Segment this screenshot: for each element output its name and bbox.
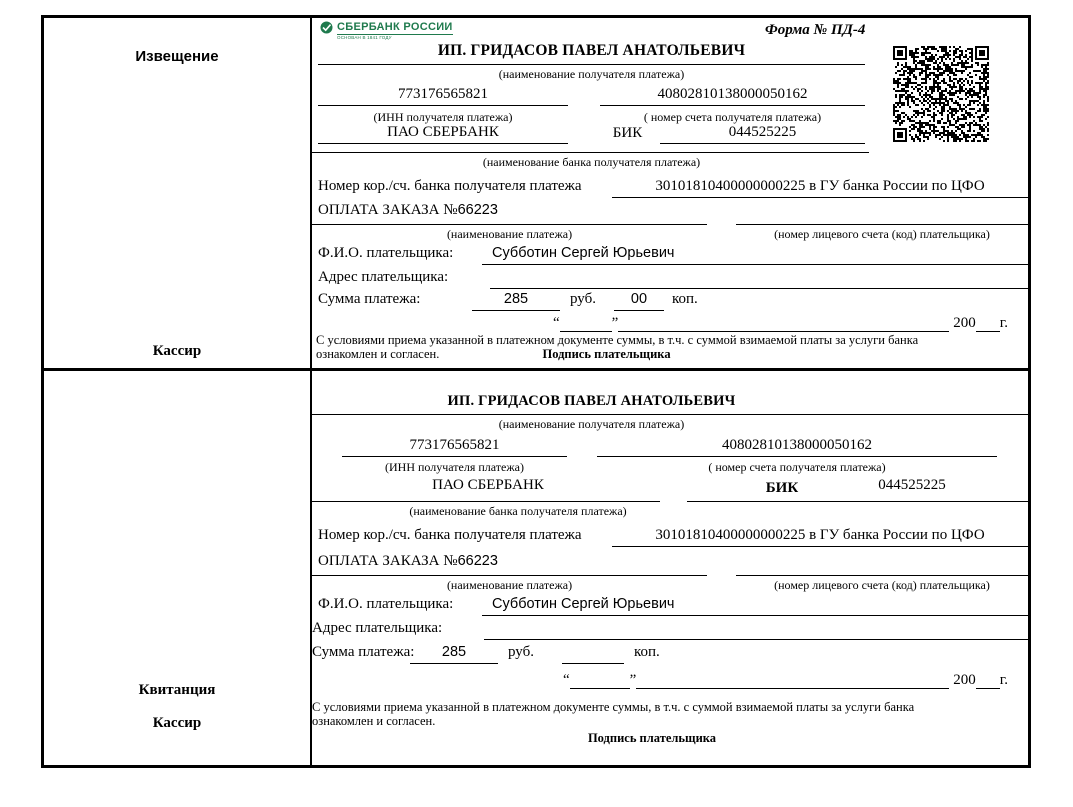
payment-caption: (наименование платежа) [446,227,573,241]
amount-kop-value: 00 [614,289,664,311]
bank-caption: (наименование банка получателя платежа) [482,155,701,169]
notice-section [44,18,1028,368]
payment-line [312,575,707,576]
amount-kop-value [562,642,624,664]
terms-line-2: ознакомлен и согласен. [312,713,436,728]
terms-text [312,701,992,728]
payer-name-label: Ф.И.О. плательщика: [318,245,454,261]
payment-caption: (наименование платежа) [446,578,573,592]
quote-close: ” [611,315,619,331]
amount-label: Сумма платежа: [318,291,421,307]
bank-name-value: ПАО СБЕРБАНК [432,477,544,493]
receipt-form-area [312,371,1028,765]
quote-close: ” [629,672,637,688]
amount-rub-value: 285 [472,289,560,311]
rub-label: руб. [508,644,534,660]
receipt-section [44,371,1028,765]
form-number-label: Форма № ПД-4 [765,22,866,38]
sberbank-logo [320,21,453,40]
receipt-cashier-label: Кассир [152,715,202,731]
notice-form-area [312,18,1028,368]
payment-purpose [318,553,498,570]
date-month-line [618,311,949,332]
bik-value: 044525225 [878,477,946,493]
amount-rub-value: 285 [410,642,498,664]
inn-caption: (ИНН получателя платежа) [385,460,524,474]
payer-address-label: Адрес плательщика: [318,269,449,285]
amount-label: Сумма платежа: [312,644,415,660]
account-caption: ( номер счета получателя платежа) [708,460,886,474]
bik-label: БИК [612,125,643,141]
personal-account-line [736,224,1028,225]
qr-code [893,46,989,142]
account-caption: ( номер счета получателя платежа) [643,110,822,124]
date-month-line [636,668,949,689]
corr-account-label: Номер кор./сч. банка получателя платежа [318,178,582,194]
signature-label: Подпись плательщика [587,731,717,745]
payment-purpose-prefix: ОПЛАТА ЗАКАЗА № [318,202,458,218]
bik-value: 044525225 [660,122,865,144]
inn-value: 773176565821 [318,84,568,106]
year-prefix: 200 [953,672,976,688]
bank-row-line-right [687,501,1028,502]
recipient-caption: (наименование получателя платежа) [498,417,685,431]
sberbank-brand: СБЕРБАНК РОССИИ [337,21,453,33]
payment-purpose [318,202,498,219]
quote-open: “ [553,315,560,331]
payer-name-value: Субботин Сергей Юрьевич [482,594,1028,616]
bank-row-line-left [312,501,660,502]
rub-label: руб. [570,291,596,307]
year-suffix: г. [999,315,1008,331]
order-number: 66223 [457,202,498,218]
account-value: 40802810138000050162 [600,84,865,106]
bank-row-line [312,152,869,153]
year-prefix: 200 [953,315,976,331]
notice-title: Извещение [135,48,219,65]
notice-cashier-label: Кассир [152,343,202,359]
recipient-underline [318,64,865,65]
personal-account-caption: (номер лицевого счета (код) плательщика) [774,578,990,592]
inn-caption: (ИНН получателя платежа) [373,110,513,124]
terms-text [316,334,996,361]
corr-account-value: 30101810400000000225 в ГУ банка России по ЦФО [612,176,1028,198]
year-line [976,668,1000,689]
sberbank-emblem-icon [320,21,333,34]
kop-label: коп. [672,291,698,307]
terms-line-1: С условиями приема указанной в платежном документе суммы, в т.ч. с суммой взимаемой платы за услуги банка [312,700,915,714]
order-number: 66223 [457,553,498,569]
sberbank-tagline: ОСНОВАН В 1841 ГОДУ [337,35,392,40]
payer-address-value [490,267,1028,289]
notice-left-cell [44,18,312,368]
inn-value: 773176565821 [342,435,567,457]
account-value: 40802810138000050162 [597,435,997,457]
corr-account-value: 30101810400000000225 в ГУ банка России по ЦФО [612,525,1028,547]
bik-label: БИК [765,480,799,496]
payer-name-value: Субботин Сергей Юрьевич [482,243,1028,265]
terms-line-1: С условиями приема указанной в платежном документе суммы, в т.ч. с суммой взимаемой платы за услуги банка [316,333,919,347]
payment-line [312,224,707,225]
signature-label: Подпись плательщика [542,346,671,361]
date-row [563,668,1008,689]
payer-name-label: Ф.И.О. плательщика: [318,596,454,612]
bank-caption: (наименование банка получателя платежа) [409,504,627,518]
corr-account-label: Номер кор./сч. банка получателя платежа [318,527,582,543]
recipient-name: ИП. ГРИДАСОВ ПАВЕЛ АНАТОЛЬЕВИЧ [447,393,736,409]
payment-purpose-prefix: ОПЛАТА ЗАКАЗА № [318,553,458,569]
year-suffix: г. [999,672,1008,688]
recipient-name: ИП. ГРИДАСОВ ПАВЕЛ АНАТОЛЬЕВИЧ [437,42,746,59]
quote-open: “ [563,672,570,688]
payer-address-value [484,618,1028,640]
recipient-underline [312,414,1028,415]
bank-name-value: ПАО СБЕРБАНК [318,122,568,144]
personal-account-caption: (номер лицевого счета (код) плательщика) [774,227,990,241]
year-line [976,311,1000,332]
recipient-caption: (наименование получателя платежа) [498,67,685,81]
date-day-line [570,668,630,689]
payer-address-label: Адрес плательщика: [312,620,443,636]
personal-account-line [736,575,1028,576]
receipt-title: Квитанция [138,682,216,698]
payment-form-pd4 [41,15,1031,768]
date-row [553,311,1008,332]
terms-line-2: ознакомлен и согласен. [316,346,440,361]
receipt-left-cell [44,371,312,765]
date-day-line [560,311,612,332]
kop-label: коп. [634,644,660,660]
